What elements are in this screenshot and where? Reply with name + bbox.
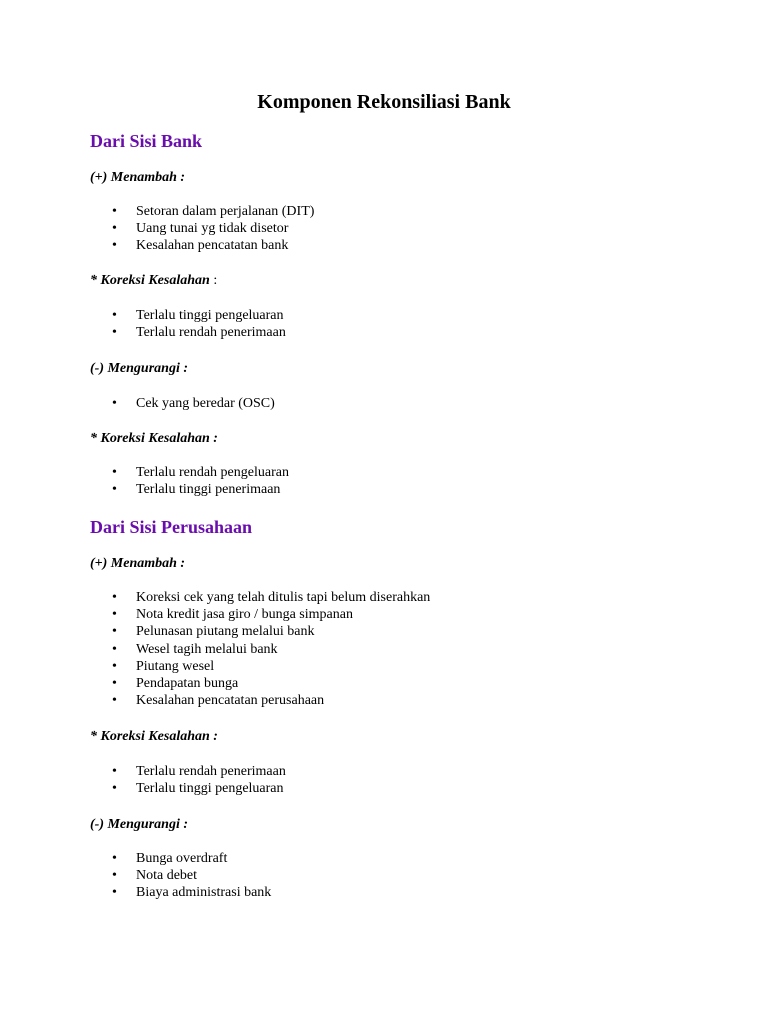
list-item: • Pendapatan bunga [90, 675, 430, 692]
group-label-text: (+) Menambah : [90, 170, 186, 185]
list-item: • Terlalu tinggi penerimaan [90, 481, 289, 498]
page-title: Komponen Rekonsiliasi Bank [257, 91, 511, 113]
list-item: • Terlalu rendah penerimaan [90, 324, 286, 341]
group-label-text: * Koreksi Kesalahan [90, 273, 210, 288]
group-label-text: (+) Menambah : [90, 556, 186, 571]
list-item: • Uang tunai yg tidak disetor [90, 220, 314, 237]
list-perusahaan-menambah [90, 589, 430, 709]
list-bank-koreksi-1 [90, 307, 286, 341]
group-label-bank-koreksi-1 [90, 272, 217, 290]
list-item: • Kesalahan pencatatan perusahaan [90, 692, 430, 709]
group-label-text: (-) Mengurangi : [90, 361, 189, 376]
list-perusahaan-koreksi [90, 763, 286, 797]
list-item: • Terlalu rendah pengeluaran [90, 464, 289, 481]
list-item: • Pelunasan piutang melalui bank [90, 623, 430, 640]
group-label-perusahaan-mengurangi [90, 816, 188, 834]
group-label-text: * Koreksi Kesalahan : [90, 729, 218, 744]
section-heading-bank: Dari Sisi Bank [90, 131, 203, 151]
list-item: • Cek yang beredar (OSC) [90, 395, 275, 412]
group-label-bank-koreksi-2 [90, 430, 218, 448]
list-item: • Kesalahan pencatatan bank [90, 237, 314, 254]
list-item: • Koreksi cek yang telah ditulis tapi belum diserahkan [90, 589, 430, 606]
group-label-bank-menambah [90, 169, 185, 187]
list-item: • Setoran dalam perjalanan (DIT) [90, 203, 314, 220]
list-bank-mengurangi [90, 395, 275, 412]
list-perusahaan-mengurangi [90, 850, 271, 902]
list-item: • Biaya administrasi bank [90, 884, 271, 901]
list-item: • Wesel tagih melalui bank [90, 641, 430, 658]
list-item: • Nota kredit jasa giro / bunga simpanan [90, 606, 430, 623]
list-item: • Piutang wesel [90, 658, 430, 675]
group-label-suffix: : [209, 273, 218, 288]
group-label-perusahaan-koreksi [90, 728, 218, 746]
list-item: • Bunga overdraft [90, 850, 271, 867]
group-label-text: (-) Mengurangi : [90, 817, 189, 832]
list-item: • Nota debet [90, 867, 271, 884]
list-bank-menambah [90, 203, 314, 255]
section-heading-perusahaan: Dari Sisi Perusahaan [90, 517, 253, 537]
list-bank-koreksi-2 [90, 464, 289, 498]
list-item: • Terlalu rendah penerimaan [90, 763, 286, 780]
list-item: • Terlalu tinggi pengeluaran [90, 780, 286, 797]
group-label-text: * Koreksi Kesalahan : [90, 431, 218, 446]
group-label-bank-mengurangi [90, 360, 188, 378]
group-label-perusahaan-menambah [90, 555, 185, 573]
list-item: • Terlalu tinggi pengeluaran [90, 307, 286, 324]
